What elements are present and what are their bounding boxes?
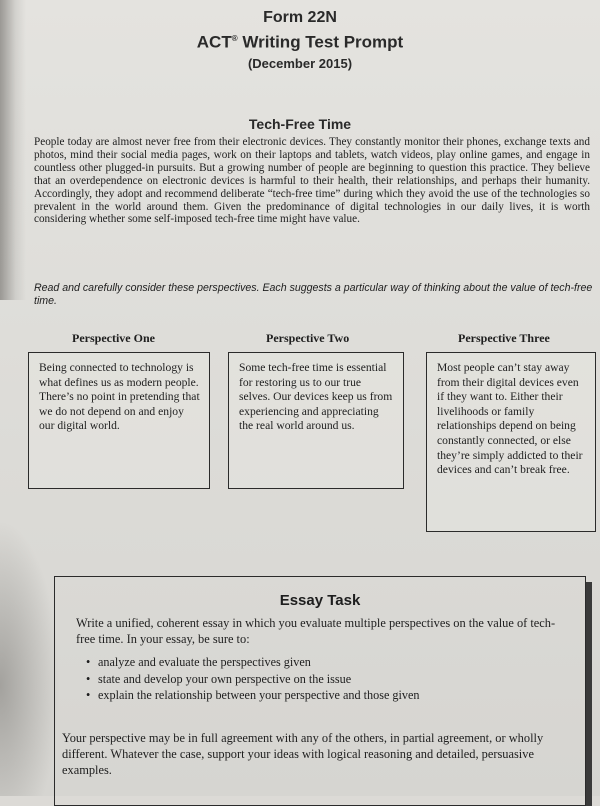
bullet-icon: • [86,655,91,669]
essay-task-item [86,687,566,704]
test-title [0,28,600,54]
perspective-two-text: Some tech-free time is essential for restoring us to our true selves. Our devices keep us from experiencing and appreciating the real world around us. [239,361,393,433]
prompt-title: Tech-Free Time [248,116,352,132]
form-id: Form 22N [263,9,337,26]
perspective-one-box [28,352,210,489]
test-date: (December 2015) [247,55,353,71]
prompt-body: People today are almost never free from their electronic devices. They constantly monitor their phones, exchange texts and photos, mind their social media pages, work on their laptops and tablets, watch videos, play online games, and engage in countless other plugged-in pursuits. But a growing number of people are beginning to question this practice. They believe that an overdependence on electronic devices is harmful to their health, their relationships, and perhaps their humanity. Accordingly, they adopt and recommend deliberate “tech-free time” during which they avoid the use of the technologies so prevalent in the world around them. Given the predominance of digital technologies in our daily lives, it is worth considering whether some self-imposed tech-free time might have value. [34,136,590,226]
essay-task-item-text: explain the relationship between your perspective and those given [98,688,420,702]
essay-task-item [86,654,566,671]
bullet-icon: • [86,671,91,686]
test-title-suffix: Writing Test Prompt [237,32,404,52]
essay-task-item-text: analyze and evaluate the perspectives given [98,655,311,669]
perspective-three-heading: Perspective Three [458,331,550,345]
perspective-two-heading: Perspective Two [266,331,350,345]
page-shadow-bottom [0,520,60,796]
essay-task-closing: Your perspective may be in full agreement with any of the others, in partial agreement, or wholly different. Whatever the case, support your ideas with logical reasoning and detailed, persuasive examples. [62,731,544,777]
essay-task-intro: Write a unified, coherent essay in which you evaluate multiple perspectives on the value of tech-free time. In your essay, be sure to: [76,616,556,646]
essay-task-list [86,654,566,704]
perspectives-instructions: Read and carefully consider these perspectives. Each suggests a particular way of thinking about the value of tech-free time. [34,282,593,307]
perspective-one-text: Being connected to technology is what defines us as modern people. There’s no point in pretending that we do not depend on and enjoy our digital world. [39,361,200,433]
essay-task-item-text: state and develop your own perspective on the issue [98,671,352,686]
bullet-icon: • [86,688,91,702]
perspective-three-text: Most people can’t stay away from their digital devices even if they want to. Either their livelihoods or family relationships depend on being constantly connected, or else they’re simply addicted to their devices and can’t break free. [437,361,583,477]
document-header [0,8,600,74]
perspective-three-box [426,352,596,532]
essay-task-title: Essay Task [279,592,361,609]
essay-task-item [86,671,566,688]
perspective-one-heading: Perspective One [72,331,155,345]
registered-mark: ® [231,34,238,43]
test-title-prefix: ACT [196,32,232,52]
perspective-two-box [228,352,404,489]
